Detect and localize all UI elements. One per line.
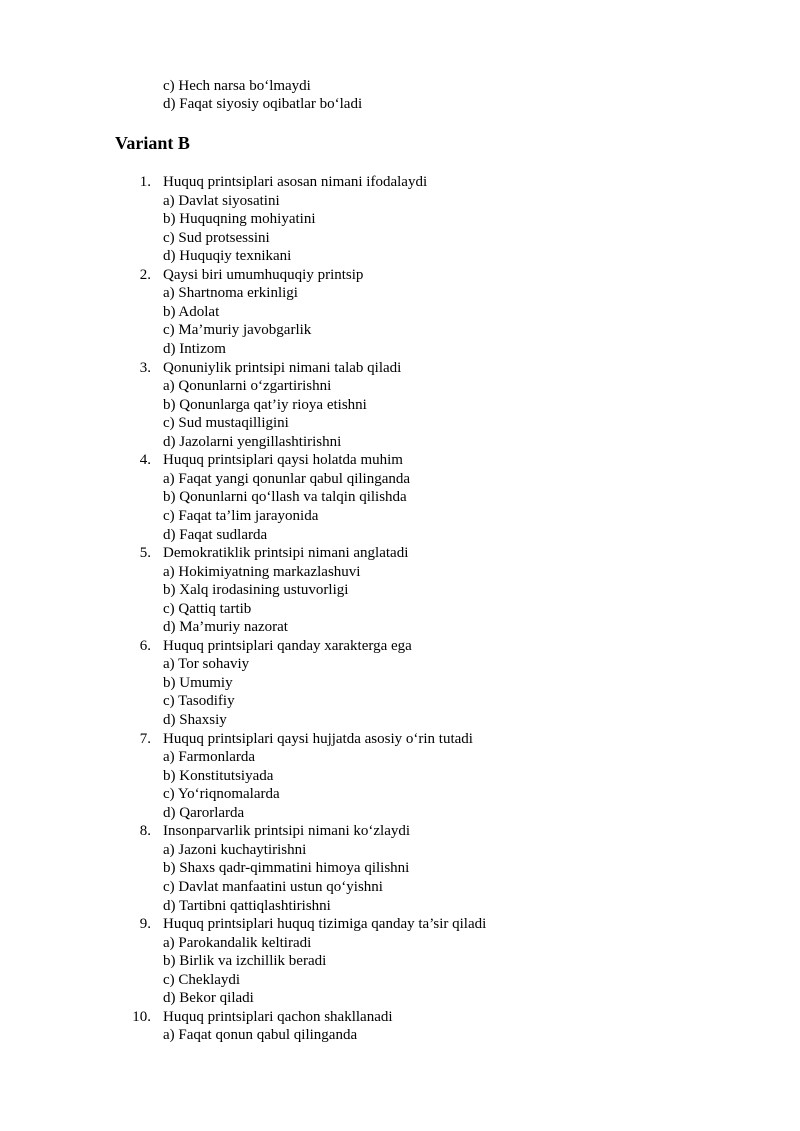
answer-option: b) Adolat — [163, 303, 220, 320]
answer-option: a) Tor sohaviy — [163, 656, 250, 673]
answer-option: c) Ma’muriy javobgarlik — [163, 322, 312, 339]
answer-option: d) Tartibni qattiqlashtirishni — [163, 897, 331, 914]
answer-option: a) Faqat qonun qabul qilinganda — [163, 1027, 358, 1044]
answer-option: a) Shartnoma erkinligi — [163, 285, 298, 302]
question-text: Huquq printsiplari qachon shakllanadi — [163, 1008, 393, 1025]
answer-option: c) Faqat ta’lim jarayonida — [163, 507, 319, 524]
answer-option: a) Jazoni kuchaytirishni — [163, 841, 307, 858]
question-number: 1. — [139, 174, 151, 190]
question-text: Huquq printsiplari huquq tizimiga qanday ta’sir qiladi — [163, 916, 487, 932]
answer-option: c) Cheklaydi — [163, 971, 241, 988]
answer-option: a) Parokandalik keltiradi — [163, 934, 312, 951]
answer-option: a) Qonunlarni o‘zgartirishni — [163, 378, 332, 395]
answer-option: d) Intizom — [163, 341, 226, 357]
answer-option: d) Shaxsiy — [163, 712, 227, 728]
question-text: Qonuniylik printsipi nimani talab qiladi — [163, 359, 402, 376]
question-number: 7. — [139, 730, 151, 747]
answer-option: b) Shaxs qadr-qimmatini himoya qilishni — [163, 860, 410, 877]
answer-option: c) Qattiq tartib — [163, 600, 252, 617]
answer-option: a) Farmonlarda — [163, 749, 256, 766]
question-text: Huquq printsiplari asosan nimani ifodalaydi — [163, 174, 428, 190]
question-number: 5. — [139, 545, 151, 561]
answer-option: c) Sud protsessini — [163, 229, 270, 246]
answer-option: b) Umumiy — [163, 674, 233, 691]
section-title: Variant B — [115, 133, 190, 153]
answer-option: b) Qonunlarni qo‘llash va talqin qilishda — [163, 489, 407, 506]
answer-option: c) Yo‘riqnomalarda — [163, 786, 280, 803]
answer-option: c) Davlat manfaatini ustun qo‘yishni — [163, 878, 383, 895]
question-number: 8. — [139, 823, 151, 840]
question-text: Insonparvarlik printsipi nimani ko‘zlaydi — [163, 823, 411, 840]
carryover-option-c: c) Hech narsa bo‘lmaydi — [163, 78, 311, 94]
answer-option: d) Jazolarni yengillashtirishni — [163, 433, 342, 450]
question-number: 6. — [139, 637, 151, 654]
answer-option: a) Hokimiyatning markazlashuvi — [163, 563, 361, 580]
question-text: Qaysi biri umumhuquqiy printsip — [163, 266, 364, 283]
question-number: 9. — [139, 916, 151, 932]
answer-option: c) Tasodifiy — [163, 693, 235, 710]
answer-option: b) Konstitutsiyada — [163, 767, 274, 784]
question-text: Huquq printsiplari qaysi hujjatda asosiy o‘rin tutadi — [163, 730, 473, 747]
question-text: Huquq printsiplari qanday xarakterga ega — [163, 637, 412, 654]
answer-option: d) Ma’muriy nazorat — [163, 619, 288, 636]
question-number: 2. — [139, 266, 151, 283]
answer-option: b) Qonunlarga qat’iy rioya etishni — [163, 396, 367, 413]
answer-option: a) Faqat yangi qonunlar qabul qilinganda — [163, 470, 411, 487]
question-number: 4. — [139, 452, 151, 469]
question-text: Demokratiklik printsipi nimani anglatadi — [163, 545, 409, 561]
answer-option: b) Birlik va izchillik beradi — [163, 953, 327, 970]
answer-option: b) Huquqning mohiyatini — [163, 211, 316, 228]
answer-option: d) Bekor qiladi — [163, 990, 254, 1007]
question-text: Huquq printsiplari qaysi holatda muhim — [163, 452, 403, 469]
answer-option: c) Sud mustaqilligini — [163, 415, 289, 432]
carryover-option-d: d) Faqat siyosiy oqibatlar bo‘ladi — [163, 96, 363, 112]
question-number: 10. — [132, 1008, 151, 1025]
answer-option: d) Qarorlarda — [163, 804, 245, 821]
question-number: 3. — [139, 359, 151, 376]
answer-option: d) Faqat sudlarda — [163, 526, 268, 543]
answer-option: a) Davlat siyosatini — [163, 192, 280, 209]
answer-option: b) Xalq irodasining ustuvorligi — [163, 582, 349, 599]
answer-option: d) Huquqiy texnikani — [163, 248, 292, 265]
